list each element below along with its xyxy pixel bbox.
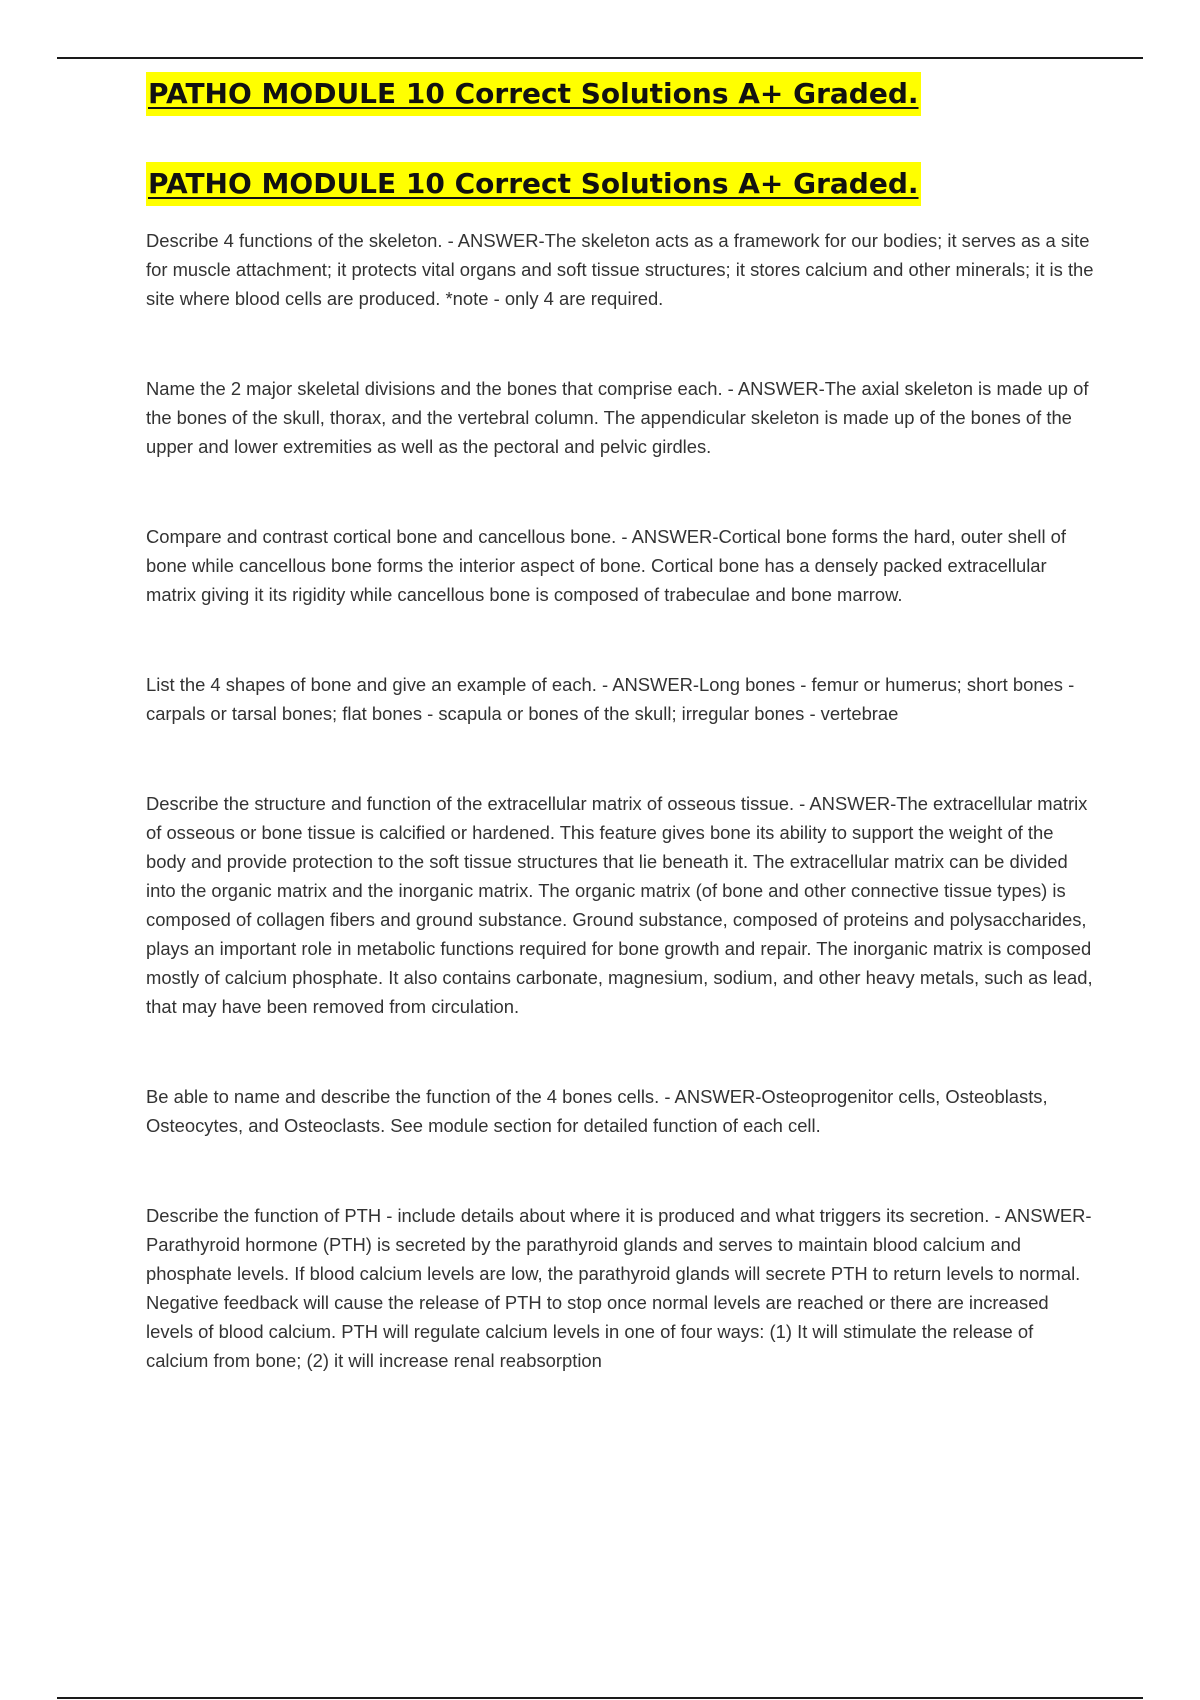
qa-entry-bone-cells: Be able to name and describe the function of the 4 bones cells. - ANSWER-Osteoprogenitor cells, Osteoblasts, Osteocytes, and Osteoclasts. See module section for detailed function of each cell.	[146, 1086, 1048, 1136]
qa-entry-cortical-vs-cancellous: Compare and contrast cortical bone and cancellous bone. - ANSWER-Cortical bone forms the hard, outer shell of bone while cancellous bone forms the interior aspect of bone. Cortical bone has a densely packed extracellular matrix giving it its rigidity while cancellous bone is composed of trabeculae and bone marrow.	[146, 526, 1066, 605]
qa-entry-extracellular-matrix: Describe the structure and function of the extracellular matrix of osseous tissue. - ANSWER-The extracellular matrix of osseous or bone tissue is calcified or hardened. This feature gives bone its ability to support the weight of the body and provide protection to the soft tissue structures that lie beneath it. The extracellular matrix can be divided into the organic matrix and the inorganic matrix. The organic matrix (of bone and other connective tissue types) is composed of collagen fibers and ground substance. Ground substance, composed of proteins and polysaccharides, plays an important role in metabolic functions required for bone growth and repair. The inorganic matrix is composed mostly of calcium phosphate. It also contains carbonate, magnesium, sodium, and other heavy metals, such as lead, that may have been removed from circulation.	[146, 793, 1093, 1017]
bottom-rule	[57, 1697, 1143, 1699]
top-rule	[57, 57, 1143, 59]
qa-entry-bone-shapes: List the 4 shapes of bone and give an example of each. - ANSWER-Long bones - femur or humerus; short bones - carpals or tarsal bones; flat bones - scapula or bones of the skull; irregular bones - vertebrae	[146, 674, 1075, 724]
document-title-repeat: PATHO MODULE 10 Correct Solutions A+ Graded.	[146, 162, 921, 206]
qa-entry-pth-function: Describe the function of PTH - include details about where it is produced and what triggers its secretion. - ANSWER-Parathyroid hormone (PTH) is secreted by the parathyroid glands and serves to maintain blood calcium and phosphate levels. If blood calcium levels are low, the parathyroid glands will secrete PTH to return levels to normal. Negative feedback will cause the release of PTH to stop once normal levels are reached or there are increased levels of blood calcium. PTH will regulate calcium levels in one of four ways: (1) It will stimulate the release of calcium from bone; (2) it will increase renal reabsorption	[146, 1205, 1092, 1371]
document-body	[146, 72, 1096, 1375]
qa-entry-skeleton-functions: Describe 4 functions of the skeleton. - ANSWER-The skeleton acts as a framework for our bodies; it serves as a site for muscle attachment; it protects vital organs and soft tissue structures; it stores calcium and other minerals; it is the site where blood cells are produced. *note - only 4 are required.	[146, 230, 1094, 309]
document-title: PATHO MODULE 10 Correct Solutions A+ Graded.	[146, 72, 921, 116]
qa-entry-skeletal-divisions: Name the 2 major skeletal divisions and the bones that comprise each. - ANSWER-The axial skeleton is made up of the bones of the skull, thorax, and the vertebral column. The appendicular skeleton is made up of the bones of the upper and lower extremities as well as the pectoral and pelvic girdles.	[146, 378, 1089, 457]
